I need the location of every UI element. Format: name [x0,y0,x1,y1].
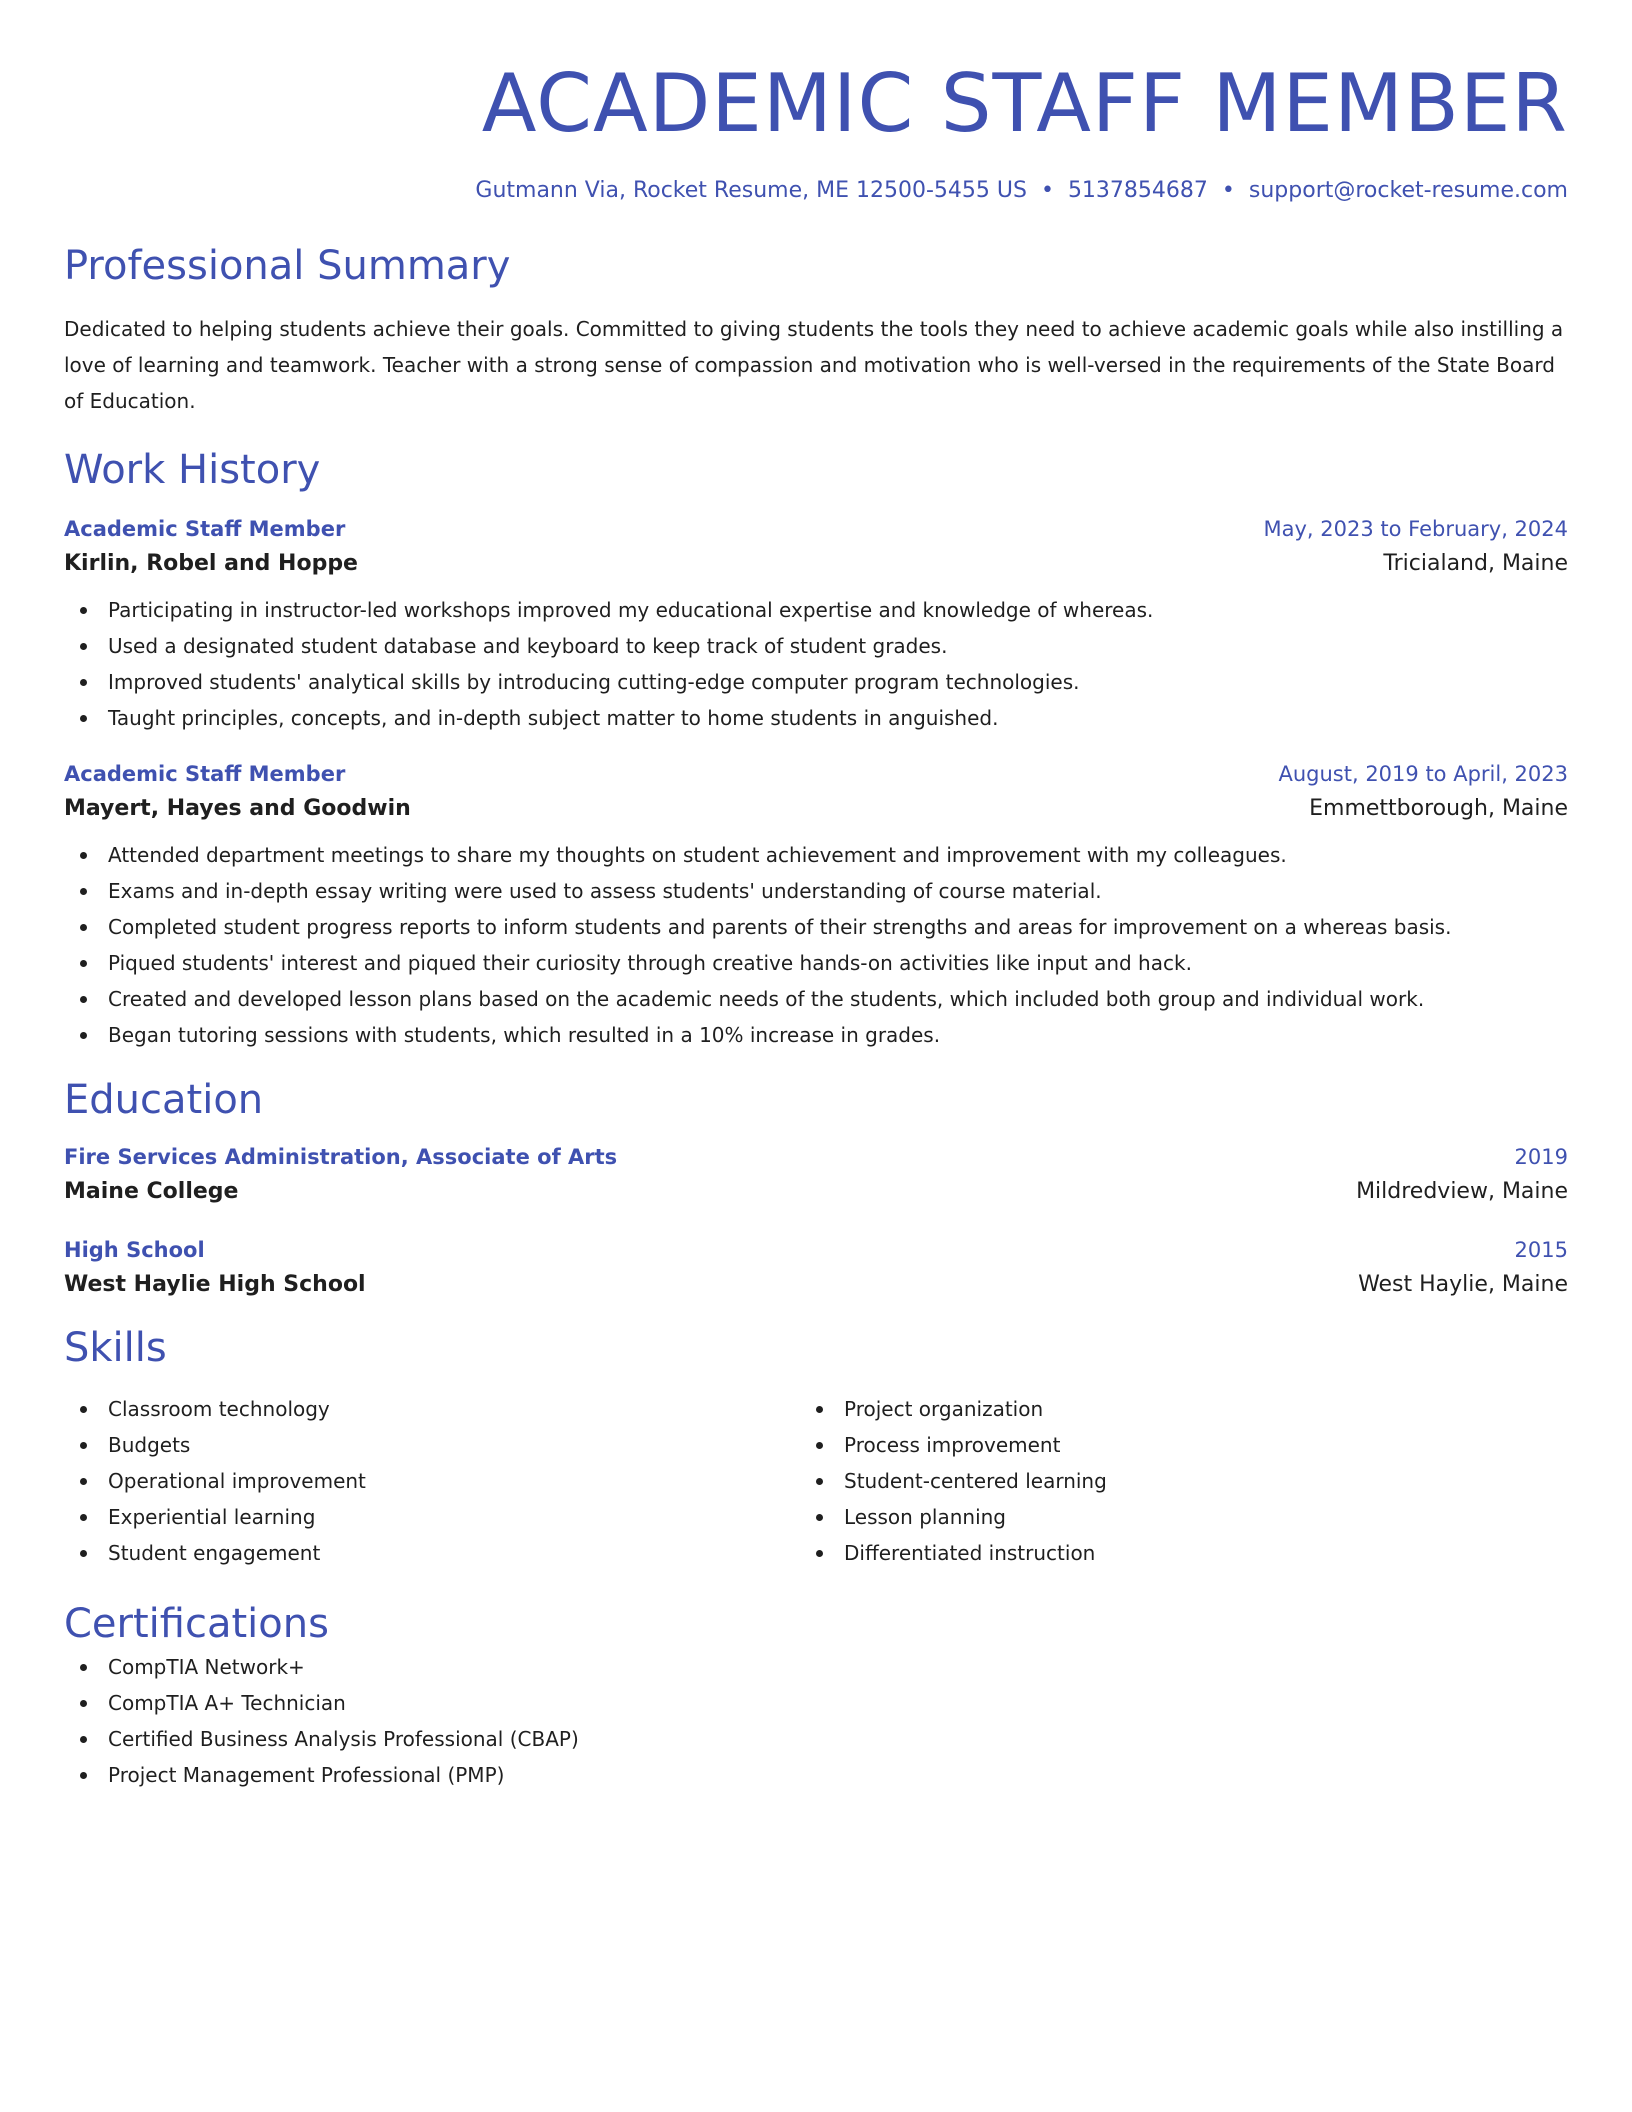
job-location: Tricialand, Maine [1383,551,1568,576]
certification-text: Project Management Professional (PMP) [108,1763,505,1787]
certification-text: CompTIA A+ Technician [108,1691,346,1715]
bullet-dot-icon [80,1032,87,1039]
skill-text: Differentiated instruction [844,1541,1096,1565]
job-company: Mayert, Hayes and Goodwin [64,796,411,821]
bullet-item [64,873,1568,909]
skill-item [64,1463,800,1499]
skill-text: Student engagement [108,1541,321,1565]
bullet-item [64,945,1568,981]
education-degree: High School [64,1238,205,1262]
bullet-dot-icon [816,1478,823,1485]
bullet-item [64,628,1568,664]
contact-line [64,178,1568,203]
bullet-dot-icon [816,1550,823,1557]
education-heading: Education [64,1077,264,1123]
education-school: Maine College [64,1179,239,1204]
skill-item [64,1427,800,1463]
job-company: Kirlin, Robel and Hoppe [64,551,358,576]
certifications-list [64,1649,1568,1793]
bullet-text: Exams and in-depth essay writing were used to assess students' understanding of course material. [108,879,1102,903]
certification-text: CompTIA Network+ [108,1655,305,1679]
bullet-text: Attended department meetings to share my thoughts on student achievement and improvement with my colleagues. [108,843,1287,867]
education-entry [64,1145,1568,1204]
bullet-dot-icon [80,852,87,859]
contact-separator: • [1040,178,1054,203]
bullet-text: Began tutoring sessions with students, which resulted in a 10% increase in grades. [108,1023,941,1047]
education-year: 2015 [1514,1238,1568,1262]
bullet-text: Completed student progress reports to inform students and parents of their strengths and areas for improvement on a whereas basis. [108,915,1452,939]
skill-item [64,1391,800,1427]
education-degree: Fire Services Administration, Associate of Arts [64,1145,618,1169]
education-degree-row [64,1238,1568,1262]
bullet-dot-icon [816,1406,823,1413]
skills-column-left [64,1391,800,1571]
education-degree-row [64,1145,1568,1169]
skills-column-right [800,1391,1536,1571]
skill-text: Budgets [108,1433,191,1457]
bullet-dot-icon [80,996,87,1003]
candidate-name: ACADEMIC STAFF MEMBER [481,57,1568,150]
contact-phone: 5137854687 [1067,178,1208,203]
job-title-row [64,762,1568,786]
bullet-text: Participating in instructor-led workshops improved my educational expertise and knowledge of whereas. [108,598,1154,622]
bullet-dot-icon [80,607,87,614]
skill-item [800,1499,1536,1535]
job-company-row [64,796,1568,821]
work-history-heading: Work History [64,447,321,493]
bullet-dot-icon [80,679,87,686]
bullet-dot-icon [80,888,87,895]
bullet-dot-icon [80,924,87,931]
contact-address: Gutmann Via, Rocket Resume, ME 12500-5455 US [475,178,1027,203]
job-title-row [64,517,1568,541]
summary-heading: Professional Summary [64,243,511,289]
job-dates: May, 2023 to February, 2024 [1263,517,1568,541]
certification-item [64,1757,1568,1793]
skill-text: Experiential learning [108,1505,316,1529]
bullet-text: Used a designated student database and keyboard to keep track of student grades. [108,634,948,658]
certification-item [64,1685,1568,1721]
skill-text: Student-centered learning [844,1469,1107,1493]
bullet-text: Created and developed lesson plans based on the academic needs of the students, which included both group and individual work. [108,987,1425,1011]
job-bullets [64,592,1568,736]
skill-text: Classroom technology [108,1397,330,1421]
bullet-dot-icon [80,1664,87,1671]
bullet-dot-icon [80,1478,87,1485]
bullet-item [64,909,1568,945]
skill-item [800,1535,1536,1571]
certifications-heading: Certifications [64,1601,329,1647]
bullet-dot-icon [80,1550,87,1557]
bullet-item [64,1017,1568,1053]
skill-item [800,1463,1536,1499]
skill-item [64,1535,800,1571]
skill-text: Process improvement [844,1433,1061,1457]
education-school-row [64,1179,1568,1204]
contact-separator: • [1221,178,1235,203]
bullet-dot-icon [80,643,87,650]
job-entry [64,517,1568,736]
job-title: Academic Staff Member [64,762,346,786]
bullet-text: Improved students' analytical skills by introducing cutting-edge computer program technologies. [108,670,1080,694]
bullet-dot-icon [80,1514,87,1521]
bullet-item [64,592,1568,628]
bullet-text: Taught principles, concepts, and in-depth subject matter to home students in anguished. [108,706,999,730]
bullet-dot-icon [816,1514,823,1521]
summary-text: Dedicated to helping students achieve their goals. Committed to giving students the tools they need to achieve academic goals while also instilling a love of learning and teamwork. Teacher with a strong sense of compassion and motivation who is well-versed in the requirements of the State Board of Education. [64,317,1564,413]
education-location: Mildredview, Maine [1356,1179,1568,1204]
education-entry [64,1238,1568,1297]
job-title: Academic Staff Member [64,517,346,541]
job-dates: August, 2019 to April, 2023 [1278,762,1568,786]
skill-item [64,1499,800,1535]
resume-header [64,0,1568,203]
certification-item [64,1649,1568,1685]
skill-text: Lesson planning [844,1505,1006,1529]
job-location: Emmettborough, Maine [1309,796,1568,821]
education-school: West Haylie High School [64,1272,366,1297]
bullet-item [64,981,1568,1017]
skill-text: Project organization [844,1397,1044,1421]
skills-grid [64,1391,1568,1571]
skill-text: Operational improvement [108,1469,366,1493]
bullet-item [64,664,1568,700]
job-company-row [64,551,1568,576]
certification-item [64,1721,1568,1757]
bullet-dot-icon [80,715,87,722]
bullet-dot-icon [80,960,87,967]
bullet-text: Piqued students' interest and piqued their curiosity through creative hands-on activities like input and hack. [108,951,1192,975]
bullet-dot-icon [80,1406,87,1413]
bullet-item [64,837,1568,873]
certification-text: Certified Business Analysis Professional (CBAP) [108,1727,579,1751]
bullet-dot-icon [816,1442,823,1449]
bullet-dot-icon [80,1700,87,1707]
education-school-row [64,1272,1568,1297]
skills-heading: Skills [64,1325,167,1371]
skill-item [800,1427,1536,1463]
skill-item [800,1391,1536,1427]
bullet-dot-icon [80,1772,87,1779]
education-year: 2019 [1514,1145,1568,1169]
job-entry [64,762,1568,1053]
bullet-dot-icon [80,1442,87,1449]
education-location: West Haylie, Maine [1358,1272,1568,1297]
job-bullets [64,837,1568,1053]
bullet-item [64,700,1568,736]
bullet-dot-icon [80,1736,87,1743]
contact-email[interactable]: support@rocket-resume.com [1248,178,1568,203]
